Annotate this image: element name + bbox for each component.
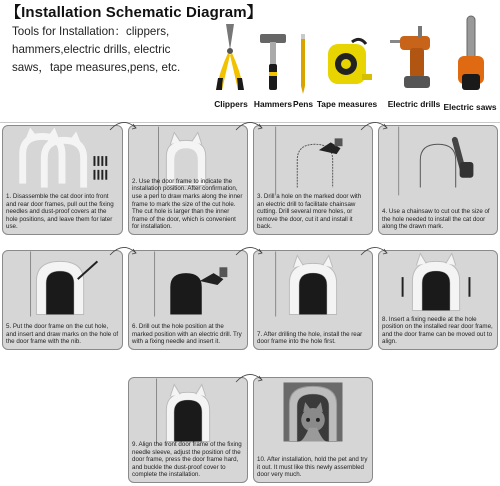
arrow-7-to-8 xyxy=(359,243,389,257)
tool-electric-drill xyxy=(388,20,440,92)
arrow-6-to-7 xyxy=(234,243,264,257)
step-caption-2: 2. Use the door frame to indicate the installation position. After confirmation, use a pen to draw marks along the inner frame to mark the size of the cut hole. The cut hole is larger than the inner frame of the door, which is convenient for installation. xyxy=(132,177,243,231)
step-panel-10 xyxy=(253,377,373,483)
step-illustration-7 xyxy=(254,251,372,317)
step-illustration-6 xyxy=(129,251,247,317)
hammer-icon xyxy=(258,30,288,92)
step-panel-7 xyxy=(253,250,373,350)
step-caption-7: 7. After drilling the hole, install the rear door frame into the hole first. xyxy=(257,330,363,346)
step-illustration-9 xyxy=(129,378,247,444)
step-panel-4 xyxy=(378,125,498,235)
tool-label-clippers: Clippers xyxy=(214,99,248,109)
step-caption-8: 8. Insert a fixing needle at the hole position on the installed rear door frame, and the door frame can be moved out to align. xyxy=(382,315,493,346)
page-title: 【Installation Schematic Diagram】 xyxy=(6,4,262,21)
tool-label-pen: Pens xyxy=(292,99,314,109)
tool-label-hammer: Hammers xyxy=(253,99,293,109)
step-caption-1: 1. Disassemble the cat door into front and rear door frames, pull out the fixing needles and dust-proof covers at the hole positions, and leave them for later use. xyxy=(6,193,114,231)
step-caption-6: 6. Drill out the hole position at the marked position with an electric drill. Try with a fixing needle and insert it. xyxy=(132,323,242,346)
step-panel-3 xyxy=(253,125,373,235)
arrow-5-to-6 xyxy=(108,243,138,257)
pen-icon xyxy=(296,32,310,96)
step-illustration-1 xyxy=(3,126,122,198)
step-panel-2 xyxy=(128,125,248,235)
tape-measure-icon xyxy=(322,34,372,92)
electric-saw-icon xyxy=(450,14,490,94)
tool-electric-saw xyxy=(450,14,490,94)
step-illustration-5 xyxy=(3,251,122,317)
step-illustration-3 xyxy=(254,126,372,196)
step-caption-5: 5. Put the door frame on the cut hole, and insert and draw marks on the hole of the door frame with the nib. xyxy=(6,323,119,346)
tool-label-electric-drill: Electric drills xyxy=(387,99,441,109)
arrow-3-to-4 xyxy=(359,118,389,132)
step-panel-1 xyxy=(2,125,123,235)
tool-hammer xyxy=(258,30,288,92)
electric-drill-icon xyxy=(388,20,440,92)
tool-label-tape-measure: Tape measures xyxy=(316,99,378,109)
tool-clippers xyxy=(208,20,254,92)
step-caption-9: 9. Align the front door frame of the fixing needle sleeve, adjust the position of the door frame, press the door frame hard, and buckle the dust-proof cover to complete the installation. xyxy=(132,441,242,479)
tools-description: Tools for Installation：clippers, hammers,electric drills, electric saws，tape measures,pens, etc. xyxy=(12,25,181,74)
step-panel-8 xyxy=(378,250,498,350)
step-caption-3: 3. Drill a hole on the marked door with an electric drill to facilitate chainsaw cutting. Drill several more holes, or remove the door, cut it and install it back. xyxy=(257,193,362,231)
step-panel-9 xyxy=(128,377,248,483)
arrow-2-to-3 xyxy=(234,118,264,132)
step-illustration-10 xyxy=(254,378,372,444)
arrow-9-to-10 xyxy=(234,370,264,384)
step-caption-4: 4. Use a chainsaw to cut out the size of the hole needed to install the cat door along the drawn mark. xyxy=(382,208,490,231)
step-caption-10: 10. After installation, hold the pet and try it out. It must like this newly assembled door very much. xyxy=(257,456,368,479)
tool-label-electric-saw: Electric saws xyxy=(443,102,497,112)
arrow-1-to-2 xyxy=(108,118,138,132)
step-panel-6 xyxy=(128,250,248,350)
tool-pen xyxy=(296,32,310,96)
clippers-icon xyxy=(208,20,254,92)
step-illustration-8 xyxy=(379,251,497,313)
step-illustration-4 xyxy=(379,126,497,196)
tool-tape-measure xyxy=(322,34,372,92)
step-panel-5 xyxy=(2,250,123,350)
